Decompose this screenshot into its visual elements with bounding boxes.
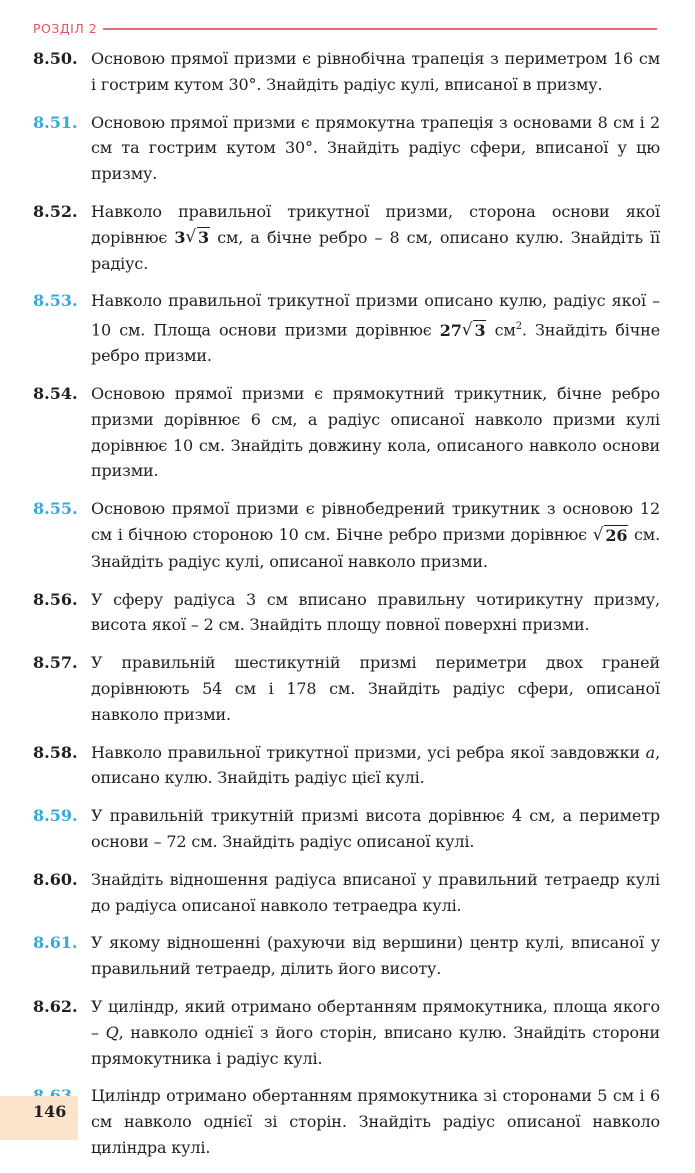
problem-8-52 [33, 199, 660, 276]
math-radicand: 26 [605, 526, 628, 546]
superscript: 2 [515, 321, 522, 333]
problem-text: У правильній трикутній призмі висота дорівнює 4 см, а периметр основи – 72 см. Знайдіть радіус описаної кулі. [91, 806, 660, 852]
problem-number: 8.57. [33, 653, 78, 673]
math-sqrt-expression [593, 523, 629, 549]
problem-number: 8.51. [33, 112, 78, 132]
text-after: , навколо однієї з його сторін, вписано кулю. Знайдіть сторони прямокутника і радіус кулі. [91, 1022, 660, 1068]
text-after: , описано кулю. Знайдіть радіус цієї кулі. [91, 742, 660, 788]
problem-8-50 [33, 46, 660, 98]
problem-text: Основою прямої призми є рівнобічна трапеція з периметром 16 см і гострим кутом 30°. Знайдіть радіус кулі, вписаної в призму. [91, 49, 660, 94]
problem-8-53 [33, 288, 660, 369]
problem-text: Знайдіть відношення радіуса вписаної у правильний тетраедр кулі до радіуса описаної навколо тетраедра кулі. [91, 869, 660, 915]
problem-text: Основою прямої призми є прямокутний трикутник, бічне ребро призми дорівнює 6 см, а радіус описаної навколо призми кулі дорівнює 10 см. Знайдіть довжину кола, описаного навколо основи призми. [91, 384, 660, 481]
problem-8-59 [33, 803, 660, 855]
problem-list [33, 46, 660, 1173]
problem-text: Основою прямої призми є прямокутна трапеція з основами 8 см і 2 см та гострим кутом 30°. Знайдіть радіус сфери, вписаної у цю призму. [91, 112, 660, 184]
problem-number: 8.54. [33, 384, 78, 404]
text-before: Основою прямої призми є рівнобедрений трикутник з основою 12 см і бічною стороною 10 см. Бічне ребро призми дорівнює [91, 499, 660, 545]
problem-8-63 [33, 1083, 660, 1160]
problem-number: 8.56. [33, 589, 78, 609]
radical-sign: √ [185, 226, 197, 247]
problem-text [91, 994, 660, 1071]
math-coefficient: 3 [174, 227, 186, 247]
problem-text [91, 199, 660, 276]
problem-8-60 [33, 867, 660, 919]
header-rule [103, 28, 657, 30]
problem-number: 8.62. [33, 997, 78, 1017]
problem-text [91, 496, 660, 574]
math-radicand: 3 [474, 320, 486, 340]
problem-8-51 [33, 110, 660, 187]
problem-number: 8.59. [33, 806, 78, 826]
problem-8-55 [33, 496, 660, 574]
section-label: РОЗДІЛ 2 [33, 20, 98, 36]
section-header [33, 18, 657, 38]
problem-number: 8.55. [33, 499, 78, 519]
problem-text: У якому відношенні (рахуючи від вершини) центр кулі, вписаної у правильний тетраедр, ділить його висоту. [91, 933, 660, 979]
problem-8-57 [33, 650, 660, 727]
problem-8-62 [33, 994, 660, 1071]
math-sqrt-expression [440, 318, 487, 344]
problem-8-54 [33, 381, 660, 484]
math-coefficient: 27 [439, 320, 462, 340]
radical-sign: √ [592, 525, 604, 546]
text-before: У циліндр, який отримано обертанням прямокутника, площа якого – [91, 997, 660, 1042]
problem-number: 8.52. [33, 201, 78, 221]
text-before: Навколо правильної трикутної призми, сторона основи якої дорівнює [91, 201, 660, 247]
problem-text [91, 288, 660, 369]
math-radicand: 3 [198, 227, 210, 247]
problem-number: 8.50. [33, 49, 78, 68]
problem-text: Циліндр отримано обертанням прямокутника зі сторонами 5 см і 6 см навколо однієї зі сторін. Знайдіть радіус описаної навколо циліндра кулі. [91, 1086, 660, 1158]
problem-text: У сферу радіуса 3 см вписано правильну чотирикутну призму, висота якої – 2 см. Знайдіть площу повної поверхні призми. [91, 589, 660, 635]
math-variable: a [645, 742, 656, 762]
problem-8-58 [33, 740, 660, 792]
problem-number: 8.58. [33, 742, 78, 762]
text-unit: см [486, 320, 516, 340]
problem-text: У правильній шестикутній призмі периметри двох граней дорівнюють 54 см і 178 см. Знайдіть радіус сфери, описаної навколо призми. [91, 653, 660, 724]
radical-sign: √ [461, 319, 473, 340]
problem-8-61 [33, 930, 660, 982]
math-sqrt-expression [174, 225, 210, 251]
page-number: 146 [33, 1102, 67, 1121]
problem-text [91, 740, 660, 792]
problem-number: 8.60. [33, 869, 78, 889]
text-after: см. Знайдіть радіус кулі, описаної навколо призми. [91, 525, 660, 571]
problem-8-56 [33, 587, 660, 639]
math-variable: Q [105, 1022, 119, 1042]
problem-number: 8.61. [33, 933, 78, 953]
problem-number: 8.53. [33, 291, 78, 311]
text-before: Навколо правильної трикутної призми описано кулю, радіус якої – 10 см. Площа основи призми дорівнює [91, 291, 660, 340]
text-after: . Знайдіть бічне ребро призми. [91, 320, 661, 366]
text-after: см, а бічне ребро – 8 см, описано кулю. Знайдіть її радіус. [91, 227, 660, 273]
text-before: Навколо правильної трикутної призми, усі ребра якої завдовжки [91, 742, 646, 762]
